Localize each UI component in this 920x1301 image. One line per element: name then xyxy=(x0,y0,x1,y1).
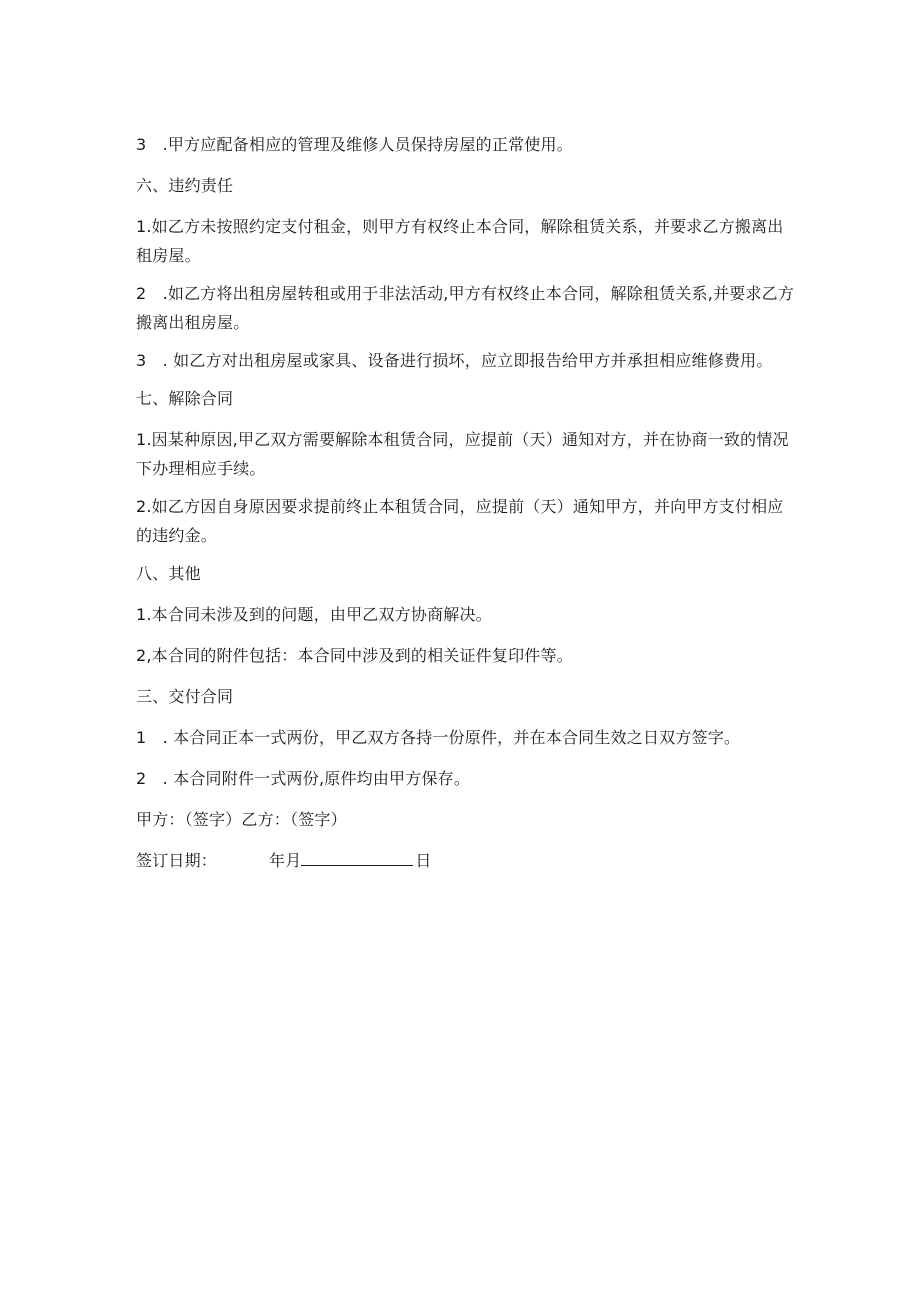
section-termination-title: 七、解除合同 xyxy=(136,389,234,408)
breach-clause-2: 2 .如乙方将出租房屋转租或用于非法活动,甲方有权终止本合同，解除租赁关系,并要求乙方搬离出租房屋。 xyxy=(136,284,795,332)
contract-page xyxy=(136,130,796,875)
signature-line: 甲方：（签字）乙方：（签字） xyxy=(136,810,347,829)
section-delivery-title: 三、交付合同 xyxy=(136,687,234,706)
signing-date xyxy=(136,846,796,875)
delivery-clause-1: 1 . 本合同正本一式两份，甲乙双方各持一份原件，并在本合同生效之日双方签字。 xyxy=(136,728,741,747)
breach-clause-3: 3 . 如乙方对出租房屋或家具、设备进行损坏，应立即报告给甲方并承担相应维修费用。 xyxy=(136,351,773,370)
date-blank-line xyxy=(301,847,413,866)
other-clause-2: 2,本合同的附件包括：本合同中涉及到的相关证件复印件等。 xyxy=(136,646,573,665)
termination-clause-2: 2.如乙方因自身原因要求提前终止本租赁合同，应提前（天）通知甲方，并向甲方支付相应的违约金。 xyxy=(136,497,784,545)
section-other-title: 八、其他 xyxy=(136,564,201,583)
breach-clause-1: 1.如乙方未按照约定支付租金，则甲方有权终止本合同，解除租赁关系，并要求乙方搬离出租房屋。 xyxy=(136,217,784,265)
delivery-clause-2: 2 . 本合同附件一式两份,原件均由甲方保存。 xyxy=(136,769,471,788)
other-clause-1: 1.本合同未涉及到的问题，由甲乙双方协商解决。 xyxy=(136,605,492,624)
date-year-month: 年月 xyxy=(269,851,302,870)
section-breach-liability-title: 六、违约责任 xyxy=(136,176,234,195)
termination-clause-1: 1.因某种原因,甲乙双方需要解除本租赁合同，应提前（天）通知对方，并在协商一致的情况下办理相应手续。 xyxy=(136,430,789,478)
date-label: 签订日期： xyxy=(136,851,218,870)
date-day: 日 xyxy=(415,851,432,870)
management-clause: 3 .甲方应配备相应的管理及维修人员保持房屋的正常使用。 xyxy=(136,135,573,154)
